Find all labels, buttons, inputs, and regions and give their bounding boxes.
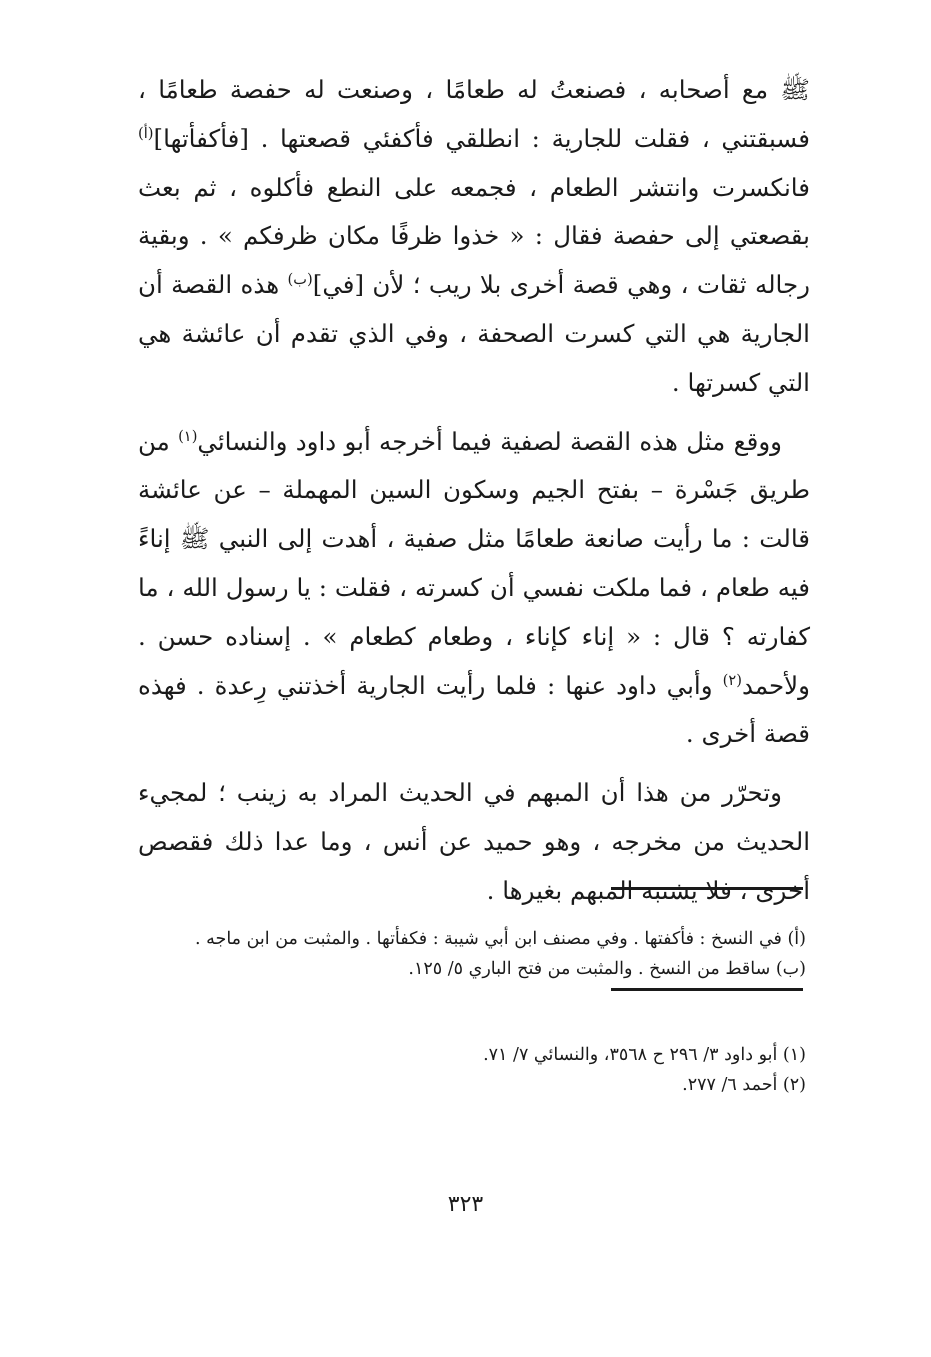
main-text [138,66,810,916]
text-segment: فانكسرت وانتشر الطعام ، فجمعه على النطع فأكلوه ، ثم بعث بقصعتي إلى حفصة فقال : « خذوا ظرفًا مكان ظرفكم » . وبقية رجاله ثقات ، وهي قصة أخرى بلا ريب ؛ لأن [في] [138,172,810,300]
footnote: (١) أبو داود ٣/ ٢٩٦ ح ٣٥٦٨، والنسائي ٧/ ٧١. [483,1045,806,1065]
paragraph-3 [138,769,810,915]
variant-marker-b: (ب) [287,271,313,289]
footnotes-divider [611,988,803,991]
page-number: ٣٢٣ [447,1192,484,1217]
paragraph-1 [138,66,810,408]
text-segment: ﷺ مع أصحابه ، فصنعتُ له طعامًا ، وصنعت له حفصة طعامًا ، فسبقتني ، فقلت للجارية : انطلقي فأكفئي قصعتها . [فأكفأتها] [138,75,810,153]
text-segment: ووقع مثل هذه القصة لصفية فيما أخرجه أبو داود والنسائي [197,426,783,456]
variant-note: (ب) ساقط من النسخ . والمثبت من فتح الباري ٥/ ١٢٥. [408,959,806,979]
footnote-marker-2: (٢) [722,671,743,689]
text-segment: وتحرّر من هذا أن المبهم في الحديث المراد به زينب ؛ لمجيء الحديث من مخرجه ، وهو حميد عن أنس ، وما عدا ذلك فقصص أخرى ، فلا يشتبه المبهم بغيرها . [138,778,810,905]
variant-marker-a: (أ) [138,124,154,142]
text-segment: من طريق جَسْرة – بفتح الجيم وسكون السين المهملة – عن عائشة قالت : ما رأيت صانعة طعامًا مثل صفية ، أهدت إلى النبي ﷺ إناءً فيه طعام ، فما ملكت نفسي أن كسرته ، فقلت : يا رسول الله ، ما كفارته ؟ قال : « إناء كإناء ، وطعام كطعام » . إسناده حسن . ولأحمد [138,426,810,700]
text-segment: وأبي داود عنها : فلما رأيت الجارية أخذتني رِعدة . فهذه قصة أخرى . [138,670,810,749]
variant-notes [150,924,806,984]
text-segment: هذه القصة أن الجارية هي التي كسرت الصحفة ، وفي الذي تقدم أن عائشة هي التي كسرتها . [138,270,810,397]
variant-note: (أ) في النسخ : فأكفتها . وفي مصنف ابن أبي شيبة : فكفأتها . والمثبت من ابن ماجه . [195,929,806,949]
paragraph-2 [138,418,810,760]
footnotes [150,1040,806,1100]
footnote: (٢) أحمد ٦/ ٢٧٧. [682,1075,806,1095]
footnote-marker-1: (١) [178,427,198,445]
variant-notes-divider [611,887,803,890]
